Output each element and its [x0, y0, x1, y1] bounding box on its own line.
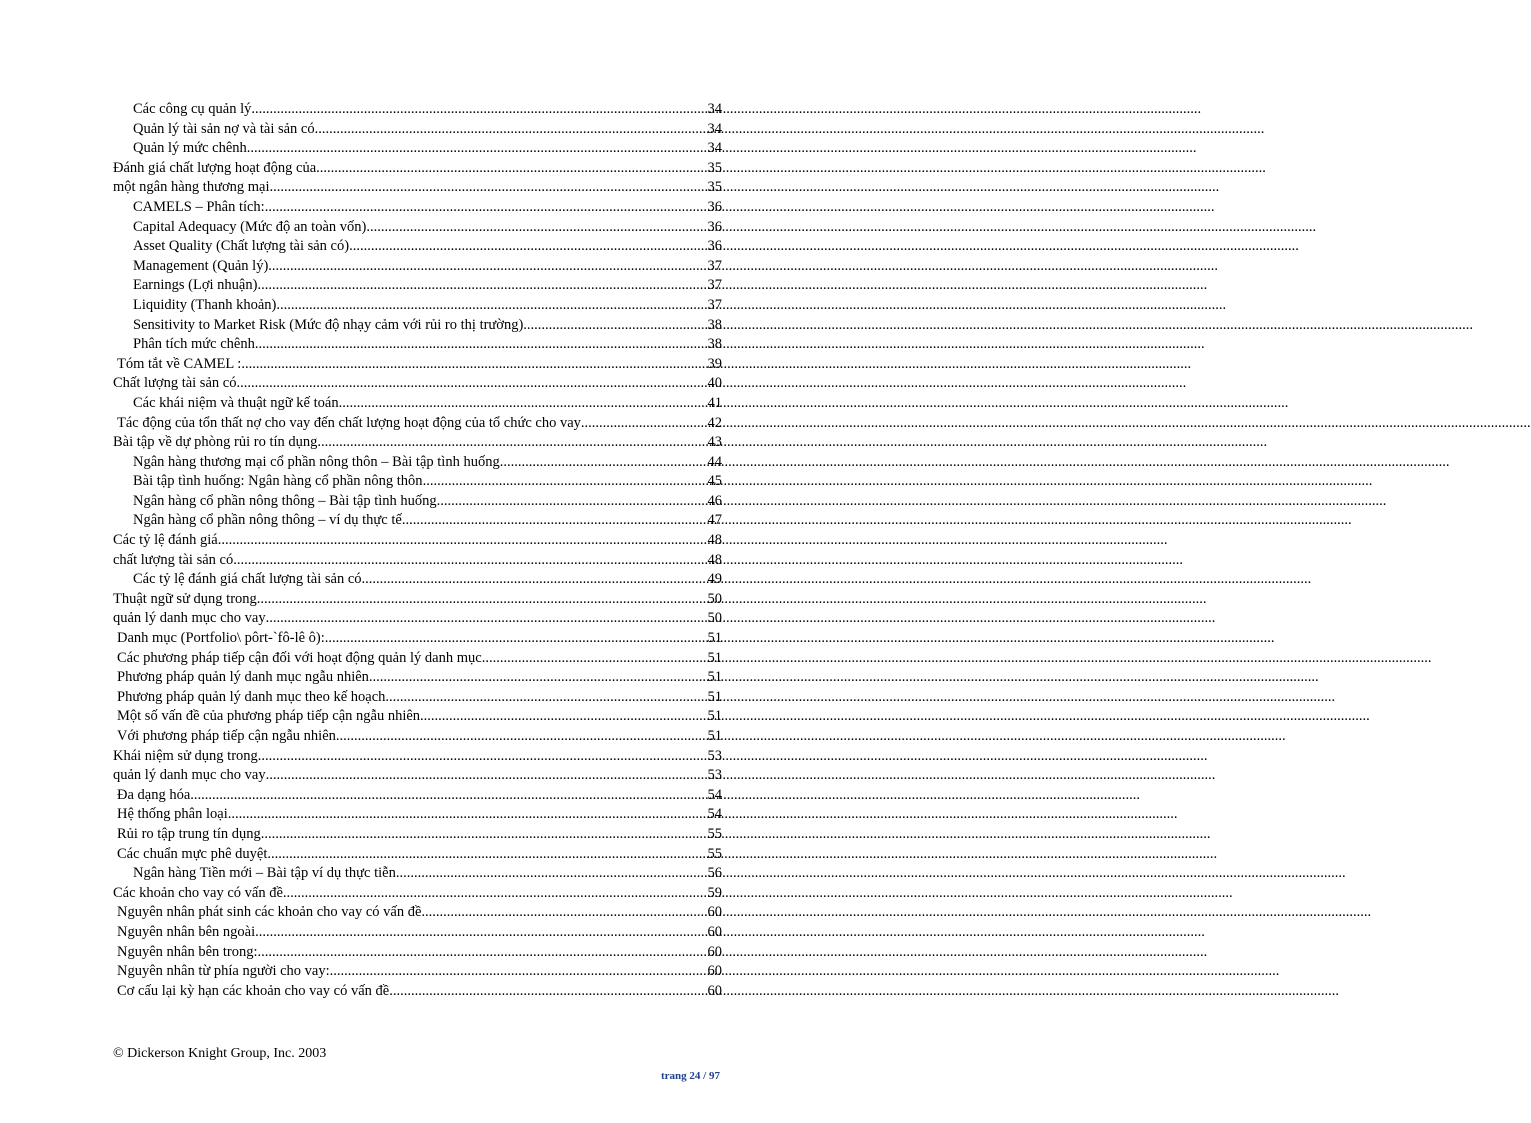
toc-entry-title: Bài tập về dự phòng rủi ro tín dụng — [113, 434, 318, 451]
toc-dot-leader — [236, 374, 707, 394]
toc-entry-page: 54 — [707, 806, 722, 823]
toc-dot-leader — [316, 159, 707, 179]
toc-entry[interactable] — [113, 962, 722, 982]
toc-entry-page: 36 — [707, 218, 722, 235]
toc-entry-page: 50 — [707, 610, 722, 627]
toc-dot-leader — [482, 649, 708, 669]
toc-entry-page: 60 — [707, 943, 722, 960]
toc-entry-title: CAMELS – Phân tích: — [133, 198, 265, 215]
toc-entry-title: Liquidity (Thanh khoản) — [133, 296, 277, 313]
toc-entry[interactable] — [113, 903, 722, 923]
toc-dot-leader — [330, 962, 708, 982]
toc-entry-page: 40 — [707, 375, 722, 392]
toc-entry[interactable] — [113, 237, 722, 257]
toc-entry-title: Phương pháp quản lý danh mục ngẫu nhiên — [117, 669, 369, 686]
toc-entry-page: 60 — [707, 904, 722, 921]
toc-entry-page: 51 — [707, 669, 722, 686]
toc-entry-title: Capital Adequacy (Mức độ an toàn vốn) — [133, 218, 367, 235]
toc-entry-page: 48 — [707, 551, 722, 568]
toc-dot-leader — [369, 668, 708, 688]
toc-entry[interactable] — [113, 316, 722, 336]
toc-entry-title: Hệ thống phân loại — [117, 806, 228, 823]
toc-dot-leader — [437, 492, 708, 512]
toc-entry[interactable] — [113, 727, 722, 747]
toc-entry[interactable] — [113, 570, 722, 590]
toc-entry[interactable] — [113, 355, 722, 375]
toc-entry-title: Earnings (Lợi nhuận) — [133, 277, 258, 294]
toc-entry-title: Khái niệm sử dụng trong — [113, 747, 258, 764]
toc-entry-page: 41 — [707, 394, 722, 411]
toc-entry-page: 53 — [707, 767, 722, 784]
toc-entry-page: 47 — [707, 512, 722, 529]
toc-dot-leader — [349, 237, 707, 257]
toc-entry[interactable] — [113, 472, 722, 492]
toc-entry-page: 46 — [707, 492, 722, 509]
toc-entry-title: Một số vấn đề của phương pháp tiếp cận ngẫu nhiên — [117, 708, 421, 725]
toc-entry-title: Ngân hàng thương mại cổ phần nông thôn – Bài tập tình huống — [133, 453, 500, 470]
toc-dot-leader — [362, 570, 708, 590]
toc-dot-leader — [251, 100, 707, 120]
toc-dot-leader — [402, 511, 708, 531]
toc-entry[interactable] — [113, 786, 722, 806]
toc-dot-leader — [228, 805, 708, 825]
toc-entry-title: Cơ cấu lại kỳ hạn các khoản cho vay có vấn đề — [117, 982, 390, 999]
toc-dot-leader — [421, 903, 707, 923]
toc-entry[interactable] — [113, 178, 722, 198]
toc-entry-page: 42 — [707, 414, 722, 431]
toc-dot-leader — [266, 766, 708, 786]
toc-dot-leader — [325, 629, 708, 649]
toc-entry-page: 39 — [707, 355, 722, 372]
toc-entry-title: Asset Quality (Chất lượng tài sản có) — [133, 238, 350, 255]
toc-entry[interactable] — [113, 668, 722, 688]
toc-entry-page: 34 — [707, 120, 722, 137]
toc-entry[interactable] — [113, 218, 722, 238]
toc-dot-leader — [276, 296, 707, 316]
toc-dot-leader — [261, 825, 708, 845]
page-number: trang 24 / 97 — [661, 1070, 720, 1082]
toc-entry-page: 60 — [707, 963, 722, 980]
toc-entry-title: Các tỷ lệ đánh giá — [113, 532, 218, 549]
toc-entry-page: 35 — [707, 159, 722, 176]
toc-entry-title: Đa dạng hóa — [117, 786, 191, 803]
toc-entry-title: Ngân hàng cổ phần nông thông – Bài tập tình huống — [133, 492, 437, 509]
toc-entry-title: quản lý danh mục cho vay — [113, 767, 266, 784]
toc-entry[interactable] — [113, 943, 722, 963]
toc-entry-page: 34 — [707, 140, 722, 157]
toc-entry-title: Các khoản cho vay có vấn đề — [113, 884, 283, 901]
toc-entry-title: Tác động của tổn thất nợ cho vay đến chất lượng hoạt động của tổ chức cho vay — [117, 414, 581, 431]
toc-entry-page: 37 — [707, 277, 722, 294]
toc-entry-page: 48 — [707, 532, 722, 549]
toc-entry-page: 43 — [707, 434, 722, 451]
toc-entry-title: Bài tập tình huống: Ngân hàng cổ phần nông thôn — [133, 473, 423, 490]
toc-entry-page: 51 — [707, 630, 722, 647]
toc-entry-page: 60 — [707, 923, 722, 940]
toc-entry-page: 35 — [707, 179, 722, 196]
toc-entry-page: 37 — [707, 296, 722, 313]
toc-entry-page: 50 — [707, 590, 722, 607]
toc-dot-leader — [396, 864, 708, 884]
toc-entry-title: Danh mục (Portfolio\ pôrt-`fô-lê ô): — [117, 630, 325, 647]
toc-entry-page: 49 — [707, 571, 722, 588]
toc-entry[interactable] — [113, 120, 722, 140]
toc-entry[interactable] — [113, 609, 722, 629]
toc-entry[interactable] — [113, 805, 722, 825]
toc-entry-page: 34 — [707, 101, 722, 117]
toc-entry[interactable] — [113, 923, 722, 943]
toc-dot-leader — [317, 433, 707, 453]
toc-entry[interactable] — [113, 531, 722, 551]
toc-entry-title: Thuật ngữ sử dụng trong — [113, 590, 257, 607]
toc-entry[interactable] — [113, 433, 722, 453]
toc-dot-leader — [315, 120, 708, 140]
toc-dot-leader — [420, 707, 707, 727]
toc-entry-title: Nguyên nhân bên ngoài — [117, 923, 256, 940]
toc-entry[interactable] — [113, 159, 722, 179]
toc-entry-title: Các công cụ quản lý — [133, 101, 252, 117]
toc-dot-leader — [257, 590, 708, 610]
toc-dot-leader — [258, 747, 708, 767]
toc-entry-title: một ngân hàng thương mại — [113, 179, 270, 196]
toc-entry-page: 53 — [707, 747, 722, 764]
toc-entry-page: 36 — [707, 238, 722, 255]
toc-entry-title: chất lượng tài sản có — [113, 551, 234, 568]
toc-entry[interactable] — [113, 766, 722, 786]
toc-entry-title: quản lý danh mục cho vay — [113, 610, 266, 627]
toc-entry[interactable] — [113, 551, 722, 571]
toc-entry-page: 56 — [707, 865, 722, 882]
toc-dot-leader — [385, 688, 707, 708]
toc-entry[interactable] — [113, 825, 722, 845]
toc-entry-title: Sensitivity to Market Risk (Mức độ nhạy cảm với rủi ro thị trường) — [133, 316, 524, 333]
toc-entry[interactable] — [113, 414, 722, 434]
toc-entry[interactable] — [113, 335, 722, 355]
toc-entry-title: Nguyên nhân từ phía người cho vay: — [117, 963, 330, 980]
toc-entry[interactable] — [113, 688, 722, 708]
toc-entry-page: 38 — [707, 316, 722, 333]
toc-dot-leader — [255, 923, 707, 943]
toc-dot-leader — [218, 531, 708, 551]
toc-entry-title: Nguyên nhân bên trong: — [117, 943, 258, 960]
toc-dot-leader — [336, 727, 708, 747]
toc-dot-leader — [267, 845, 707, 865]
toc-entry-page: 51 — [707, 649, 722, 666]
toc-dot-leader — [523, 316, 707, 336]
toc-dot-leader — [265, 198, 708, 218]
toc-entry-title: Management (Quản lý) — [133, 257, 269, 274]
toc-dot-leader — [258, 943, 708, 963]
toc-entry-page: 51 — [707, 708, 722, 725]
toc-entry-page: 59 — [707, 884, 722, 901]
toc-entry[interactable] — [113, 394, 722, 414]
toc-entry[interactable] — [113, 629, 722, 649]
toc-dot-leader — [366, 218, 707, 238]
toc-entry-page: 38 — [707, 336, 722, 353]
toc-dot-leader — [500, 453, 708, 473]
toc-entry[interactable] — [113, 649, 722, 669]
toc-entry-title: Đánh giá chất lượng hoạt động của — [113, 159, 317, 176]
toc-entry[interactable] — [113, 845, 722, 865]
toc-entry-title: Ngân hàng cổ phần nông thông – ví dụ thực tế — [133, 512, 402, 529]
toc-entry[interactable] — [113, 276, 722, 296]
toc-entry-title: Phân tích mức chênh — [133, 336, 255, 353]
toc-entry[interactable] — [113, 100, 722, 120]
toc-entry-page: 45 — [707, 473, 722, 490]
toc-entry-title: Quản lý tài sản nợ và tài sản có — [133, 120, 315, 137]
toc-entry-title: Tóm tắt về CAMEL : — [117, 355, 242, 372]
toc-dot-leader — [581, 414, 708, 434]
toc-dot-leader — [255, 335, 708, 355]
toc-entry-page: 36 — [707, 198, 722, 215]
toc-entry-page: 55 — [707, 845, 722, 862]
toc-entry-title: Chất lượng tài sản có — [113, 375, 237, 392]
footer-copyright: © Dickerson Knight Group, Inc. 2003 — [113, 1046, 327, 1061]
toc-dot-leader — [269, 178, 707, 198]
toc-entry-title: Phương pháp quản lý danh mục theo kế hoạch — [117, 688, 386, 705]
toc-entry[interactable] — [113, 374, 722, 394]
toc-dot-leader — [268, 257, 707, 277]
toc-entry[interactable] — [113, 257, 722, 277]
toc-entry[interactable] — [113, 198, 722, 218]
toc-entry[interactable] — [113, 511, 722, 531]
toc-entry-title: Với phương pháp tiếp cận ngẫu nhiên — [117, 728, 336, 744]
toc-entry-title: Nguyên nhân phát sinh các khoản cho vay có vấn đề — [117, 904, 422, 921]
toc-entry-page: 55 — [707, 825, 722, 842]
toc-entry-page: 37 — [707, 257, 722, 274]
toc-dot-leader — [339, 394, 708, 414]
table-of-contents — [113, 100, 722, 1001]
toc-entry-title: Các phương pháp tiếp cận đối với hoạt động quản lý danh mục — [117, 649, 482, 666]
toc-dot-leader — [266, 609, 708, 629]
toc-entry-title: Các khái niệm và thuật ngữ kế toán — [133, 394, 339, 411]
toc-dot-leader — [247, 139, 708, 159]
toc-entry[interactable] — [113, 707, 722, 727]
toc-entry[interactable] — [113, 492, 722, 512]
toc-entry-title: Rủi ro tập trung tín dụng — [117, 825, 261, 842]
toc-entry-page: 54 — [707, 786, 722, 803]
toc-entry-page: 51 — [707, 688, 722, 705]
toc-dot-leader — [283, 884, 708, 904]
toc-entry-title: Quản lý mức chênh — [133, 140, 247, 157]
toc-entry[interactable] — [113, 453, 722, 473]
toc-dot-leader — [233, 551, 707, 571]
toc-entry[interactable] — [113, 747, 722, 767]
toc-entry-page: 51 — [707, 728, 722, 744]
toc-entry-title: Các tỷ lệ đánh giá chất lượng tài sản có — [133, 571, 362, 588]
toc-dot-leader — [257, 276, 707, 296]
toc-entry-title: Ngân hàng Tiền mới – Bài tập ví dụ thực tiễn — [133, 865, 396, 882]
toc-entry[interactable] — [113, 884, 722, 904]
toc-entry-page: 44 — [707, 453, 722, 470]
toc-entry[interactable] — [113, 590, 722, 610]
toc-dot-leader — [423, 472, 708, 492]
toc-dot-leader — [389, 982, 707, 1002]
toc-entry[interactable] — [113, 982, 722, 1002]
toc-entry-title: Các chuẩn mực phê duyệt — [117, 845, 268, 862]
toc-dot-leader — [241, 355, 707, 375]
toc-entry[interactable] — [113, 296, 722, 316]
toc-entry[interactable] — [113, 864, 722, 884]
toc-entry[interactable] — [113, 139, 722, 159]
toc-dot-leader — [190, 786, 707, 806]
toc-entry-page: 60 — [707, 982, 722, 999]
